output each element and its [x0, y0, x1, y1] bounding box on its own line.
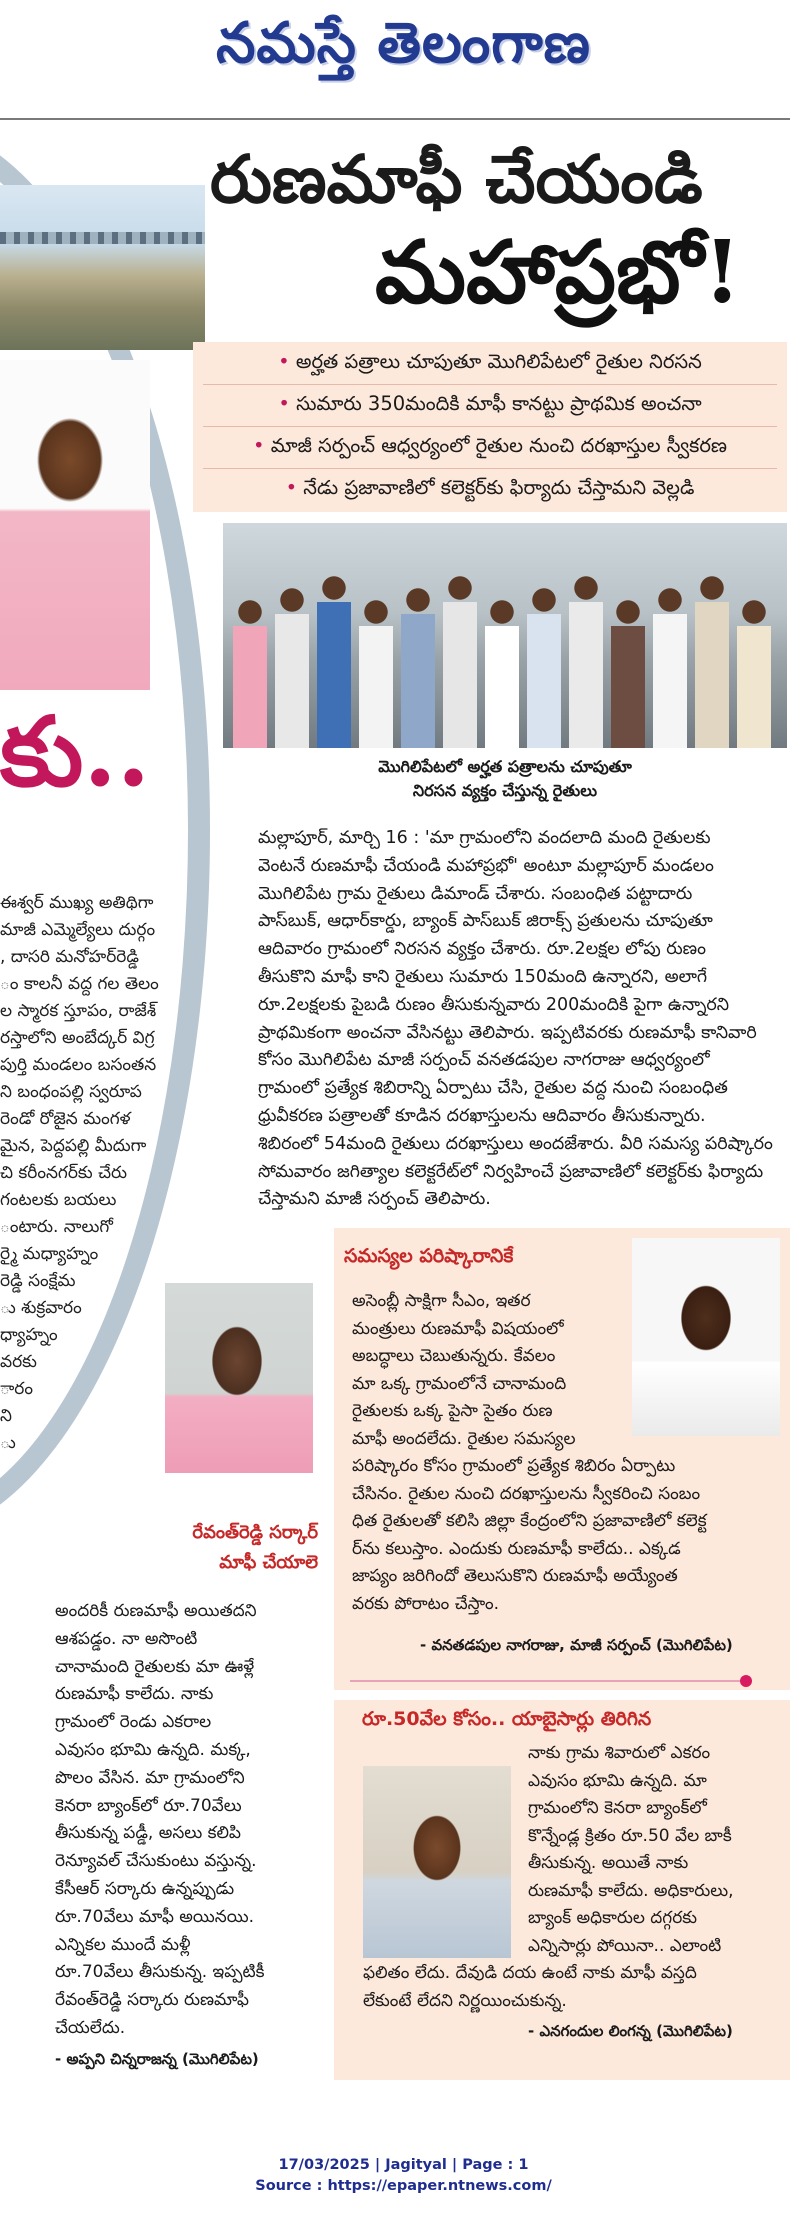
highlight-item: • అర్హత పత్రాలు చూపుతూ మొగిలిపేటలో రైతుల నిరసన: [193, 350, 787, 378]
article-line: గ్రామంలో ప్రత్యేక శిబిరాన్ని ఏర్పాటు చేసి, రైతుల వద్ద నుంచి సంబంధిత: [258, 1078, 728, 1099]
linganna-quote-line: కొన్నేండ్ల క్రితం రూ.50 వేల బాకీ: [528, 1825, 732, 1846]
nagaraju-quote-line: చేసినం. రైతుల నుంచి దరఖాస్తులను స్వీకరించి సంబం: [352, 1483, 701, 1504]
photo-person-figure: [359, 598, 393, 748]
prev-story-line: ంటారు. నాలుగో: [0, 1217, 113, 1237]
linganna-quote-line: బ్యాంక్ అధికారుల దగ్గరకు: [528, 1908, 698, 1928]
highlight-item: • నేడు ప్రజావాణిలో కలెక్టర్‌కు ఫిర్యాదు చేస్తామని వెల్లడి: [193, 476, 787, 504]
rajanna-quote-line: కేసీఆర్ సర్కారు ఉన్నప్పుడు: [55, 1878, 235, 1899]
article-line: కోసం మొగిలిపేట మాజీ సర్పంచ్ వనతడపుల నాగరాజు ఆధ్వర్యంలో: [258, 1050, 710, 1071]
rajanna-signature: - అప్పని చిన్నరాజన్న (మొగిలిపేట): [55, 2050, 259, 2068]
rajanna-quote-line: రెన్యూవల్ చేసుకుంటు వస్తున్న.: [55, 1851, 257, 1872]
headline-line2: మహాప్రభో!: [375, 222, 742, 323]
photo-person-figure: [233, 598, 267, 748]
highlight-divider: [203, 426, 777, 427]
linganna-signature: - ఎనగందుల లింగన్న (మొగిలిపేట): [528, 2022, 733, 2040]
rajanna-quote-line: గ్రామంలో రెండు ఎకరాల: [55, 1712, 212, 1733]
rajanna-heading-line: రేవంత్‌రెడ్డి సర్కార్: [192, 1522, 318, 1543]
prev-story-line: ారం: [0, 1379, 33, 1399]
nagaraju-quote-line: జాప్యం జరిగిందో తెలుసుకొని రుణమాఫీ అయ్యేంత: [352, 1566, 678, 1586]
headline-line1: రుణమాఫీ చేయండి: [210, 140, 703, 218]
footer-source: Source : https://epaper.ntnews.com/: [255, 2178, 552, 2194]
rajanna-quote-line: తీసుకున్న పడ్డీ, అసలు కలిపి: [55, 1823, 242, 1844]
linganna-quote-heading: రూ.50వేల కోసం.. యాబైసార్లు తిరిగిన: [362, 1708, 652, 1730]
article-line: సోమవారం జగిత్యాల కలెక్టరేట్‌లో నిర్వహించే ప్రజావాణిలో కలెక్టర్‌కు ఫిర్యాదు: [258, 1161, 764, 1182]
article-line: చేస్తామని మాజీ సర్పంచ్ తెలిపారు.: [258, 1189, 491, 1210]
prev-story-headline-fragment: కు..: [0, 695, 151, 808]
article-line: ప్రాథమికంగా అంచనా వేసినట్టు తెలిపారు. ఇప్పటివరకు రుణమాఫీ కానివారి: [258, 1022, 757, 1043]
prev-story-line: పుర్తి మండలం బసంతన: [0, 1055, 157, 1075]
river-photo: [0, 185, 205, 350]
photo-person-figure: [275, 586, 309, 748]
prev-story-line: ని: [0, 1406, 12, 1426]
rajanna-quote-text: [55, 1598, 325, 2043]
rajanna-quote-line: రేవంత్‌రెడ్డి సర్కారు రుణమాఫీ: [55, 1990, 249, 2011]
rajanna-quote-line: చేయలేదు.: [55, 2017, 126, 2038]
rajanna-photo: [165, 1283, 313, 1473]
prev-story-line: గంటలకు బయలు: [0, 1190, 117, 1210]
prev-story-line: రెండో రోజైన మంగళ: [0, 1109, 131, 1129]
prev-story-line: ు: [0, 1433, 16, 1453]
photo-caption-line: నిరసన వ్యక్తం చేస్తున్న రైతులు: [412, 781, 598, 800]
prev-story-line: ఈశ్వర్ ముఖ్య అతిథిగా: [0, 893, 154, 913]
prev-story-line: , దాసరి మనోహర్‌రెడ్డి: [0, 947, 139, 967]
rajanna-quote-line: ఎన్నికల ముందే మళ్లీ: [55, 1934, 191, 1955]
photo-caption-line: మొగిలిపేటలో అర్హత పత్రాలను చూపుతూ: [378, 757, 632, 776]
photo-person-figure: [653, 586, 687, 748]
linganna-quote-line: ఫలితం లేదు. దేవుడి దయ ఉంటే నాకు మాఫీ వస్తది: [363, 1963, 697, 1983]
rajanna-quote-line: ఆశపడ్డం. నా అసొంటి: [55, 1628, 198, 1649]
masthead-rule: [0, 118, 790, 120]
photo-person-figure: [527, 586, 561, 748]
nagaraju-quote-text: [352, 1288, 782, 1618]
photo-person-figure: [695, 574, 729, 748]
section-divider: [350, 1680, 740, 1682]
masthead: [0, 0, 807, 118]
article-body: [258, 825, 790, 1214]
linganna-photo: [363, 1766, 511, 1958]
article-line: పాస్‌బుక్, ఆధార్‌కార్డు, బ్యాంక్ పాస్‌బుక్ జిరాక్స్ ప్రతులను చూపుతూ: [258, 911, 713, 932]
linganna-quote-line: ఎవుసం భూమి ఉన్నది. మా: [528, 1770, 707, 1791]
linganna-quote-line: గ్రామంలోని కెనరా బ్యాంక్‌లో: [528, 1798, 707, 1818]
rajanna-quote-line: చానామంది రైతులకు మా ఊళ్లే: [55, 1656, 255, 1677]
rajanna-quote-line: ఎవుసం భూమి ఉన్నది. మక్క,: [55, 1739, 251, 1760]
farmers-protest-photo: [223, 523, 787, 748]
article-line: తీసుకొని మాఫీ కాని రైతులు సుమారు 150మంది ఉన్నారని, అలాగే: [258, 966, 708, 987]
nagaraju-quote-line: పరిష్కారం కోసం గ్రామంలో ప్రత్యేక శిబిరం ఏర్పాటు: [352, 1456, 676, 1476]
article-line: రూ.2లక్షలకు పైబడి రుణం తీసుకున్నవారు 200మందికి పైగా ఉన్నారని: [258, 994, 730, 1015]
photo-person-figure: [317, 574, 351, 748]
prev-story-line: ు శుక్రవారం: [0, 1298, 82, 1318]
prev-story-line: రెడ్డి సంక్షేమ: [0, 1271, 76, 1291]
linganna-quote-line: ఎన్నిసార్లు పోయినా.. ఎలాంటి: [528, 1935, 722, 1956]
footer-date-edition: 17/03/2025 | Jagityal | Page : 1: [278, 2157, 529, 2173]
nagaraju-quote-line: అబద్ధాలు చెబుతున్నరు. కేవలం: [352, 1346, 556, 1366]
nagaraju-quote-heading: సమస్యల పరిష్కారానికే: [344, 1245, 514, 1267]
highlight-item: • సుమారు 350మందికి మాఫీ కానట్టు ప్రాథమిక అంచనా: [193, 392, 787, 420]
photo-person-figure: [611, 598, 645, 748]
photo-person-figure: [569, 574, 603, 748]
photo-person-figure: [443, 574, 477, 748]
prev-story-line: ల స్మారక స్తూపం, రాజేశ్: [0, 1001, 157, 1021]
article-line: మొగిలిపేట గ్రామ రైతులు డిమాండ్ చేశారు. సంబంధిత పట్టాదారు: [258, 883, 693, 904]
rajanna-heading-line: మాఫీ చేయాలె: [219, 1552, 318, 1573]
prev-story-line: వరకు: [0, 1352, 37, 1372]
photo-caption: [223, 755, 787, 803]
photo-person-figure: [737, 598, 771, 748]
nagaraju-quote-line: మంత్రులు రుణమాఫీ విషయంలో: [352, 1318, 564, 1339]
prev-story-line: ం కాలనీ వద్ద గల తెలం: [0, 974, 159, 994]
article-line: ఆదివారం గ్రామంలో నిరసన వ్యక్తం చేశారు. రూ.2లక్షల లోపు రుణం: [258, 939, 706, 960]
article-line: శిబిరంలో 54మంది రైతులు దరఖాస్తులు అందజేశారు. వీరి సమస్య పరిష్కారం: [258, 1133, 773, 1154]
linganna-quote-line: రుణమాఫీ కాలేదు. అధికారులు,: [528, 1880, 734, 1901]
highlights-box: [193, 342, 787, 512]
prev-story-text: [0, 890, 160, 1457]
nagaraju-signature: - వనతడపుల నాగరాజు, మాజీ సర్పంచ్ (మొగిలిపేట): [420, 1636, 733, 1654]
rajanna-quote-line: రుణమాఫీ కాలేదు. నాకు: [55, 1684, 214, 1705]
nagaraju-quote-line: మాఫీ అందలేదు. రైతుల సమస్యల: [352, 1428, 576, 1449]
linganna-quote-line: లేకుంటే లేదని నిర్ణయించుకున్న.: [363, 1990, 567, 2011]
divider-dot-icon: [740, 1675, 752, 1687]
photo-person-figure: [485, 598, 519, 748]
highlight-divider: [203, 468, 777, 469]
prev-story-line: ని బంధంపల్లి స్వరూప: [0, 1082, 142, 1102]
nagaraju-quote-line: మా ఒక్క గ్రామంలోనే చానామంది: [352, 1373, 567, 1394]
nagaraju-quote-line: వరకు పోరాటం చేస్తాం.: [352, 1593, 499, 1614]
leader-portrait-photo: [0, 360, 150, 690]
newspaper-logo: నమస్తే తెలంగాణ: [216, 10, 591, 76]
nagaraju-quote-line: రైతులకు ఒక్క పైసా సైతం రుణ: [352, 1401, 553, 1421]
linganna-quote-line: తీసుకున్న. అయితే నాకు: [528, 1853, 689, 1873]
prev-story-line: మైన, పెద్దపల్లి మీదుగా: [0, 1136, 147, 1156]
rajanna-quote-line: పొలం వేసిన. మా గ్రామంలోని: [55, 1767, 245, 1788]
prev-story-line: ధ్యాహ్నం: [0, 1325, 58, 1345]
photo-person-figure: [401, 586, 435, 748]
page-footer: [0, 2155, 807, 2197]
rajanna-quote-line: అందరికీ రుణమాఫీ అయితదని: [55, 1601, 257, 1621]
nagaraju-quote-line: అసెంబ్లీ సాక్షిగా సీఎం, ఇతర: [352, 1291, 531, 1311]
linganna-quote-text: [528, 1740, 783, 1960]
rajanna-quote-heading: [118, 1518, 318, 1578]
bridge-photo-detail: [0, 232, 205, 244]
prev-story-line: ర్మై మధ్యాహ్నం: [0, 1244, 99, 1264]
prev-story-line: రస్తాలోని అంబేద్కర్ విగ్ర: [0, 1028, 155, 1048]
prev-story-line: చి కరీంనగర్‌కు చేరు: [0, 1163, 127, 1183]
rajanna-quote-line: రూ.70వేలు మాఫీ అయినయి.: [55, 1906, 254, 1927]
linganna-quote-text-bottom: [363, 1960, 783, 2015]
rajanna-quote-line: కెనరా బ్యాంక్‌లో రూ.70వేలు: [55, 1795, 242, 1816]
nagaraju-quote-line: ధిత రైతులతో కలిసి జిల్లా కేంద్రంలోని ప్రజావాణిలో కలెక్ట: [352, 1511, 707, 1531]
article-line: వెంటనే రుణమాఫీ చేయండి మహాప్రభో' అంటూ మల్లాపూర్ మండలం: [258, 855, 714, 876]
nagaraju-quote-line: ర్‌ను కలుస్తాం. ఎందుకు రుణమాఫీ కాలేదు.. ఎక్కడ: [352, 1538, 681, 1559]
linganna-quote-line: నాకు గ్రామ శివారులో ఎకరం: [528, 1743, 711, 1763]
rajanna-quote-line: రూ.70వేలు తీసుకున్న. ఇప్పటికీ: [55, 1962, 265, 1983]
article-line: మల్లాపూర్, మార్చి 16 : 'మా గ్రామంలోని వందలాది మంది రైతులకు: [258, 828, 711, 848]
highlight-item: • మాజీ సర్పంచ్ ఆధ్వర్యంలో రైతుల నుంచి దరఖాస్తుల స్వీకరణ: [193, 434, 787, 462]
highlight-divider: [203, 384, 777, 385]
article-line: ధ్రువీకరణ పత్రాలతో కూడిన దరఖాస్తులను ఆదివారం తీసుకున్నారు.: [258, 1105, 706, 1126]
prev-story-line: మాజీ ఎమ్మెల్యేలు దుర్గం: [0, 920, 156, 940]
